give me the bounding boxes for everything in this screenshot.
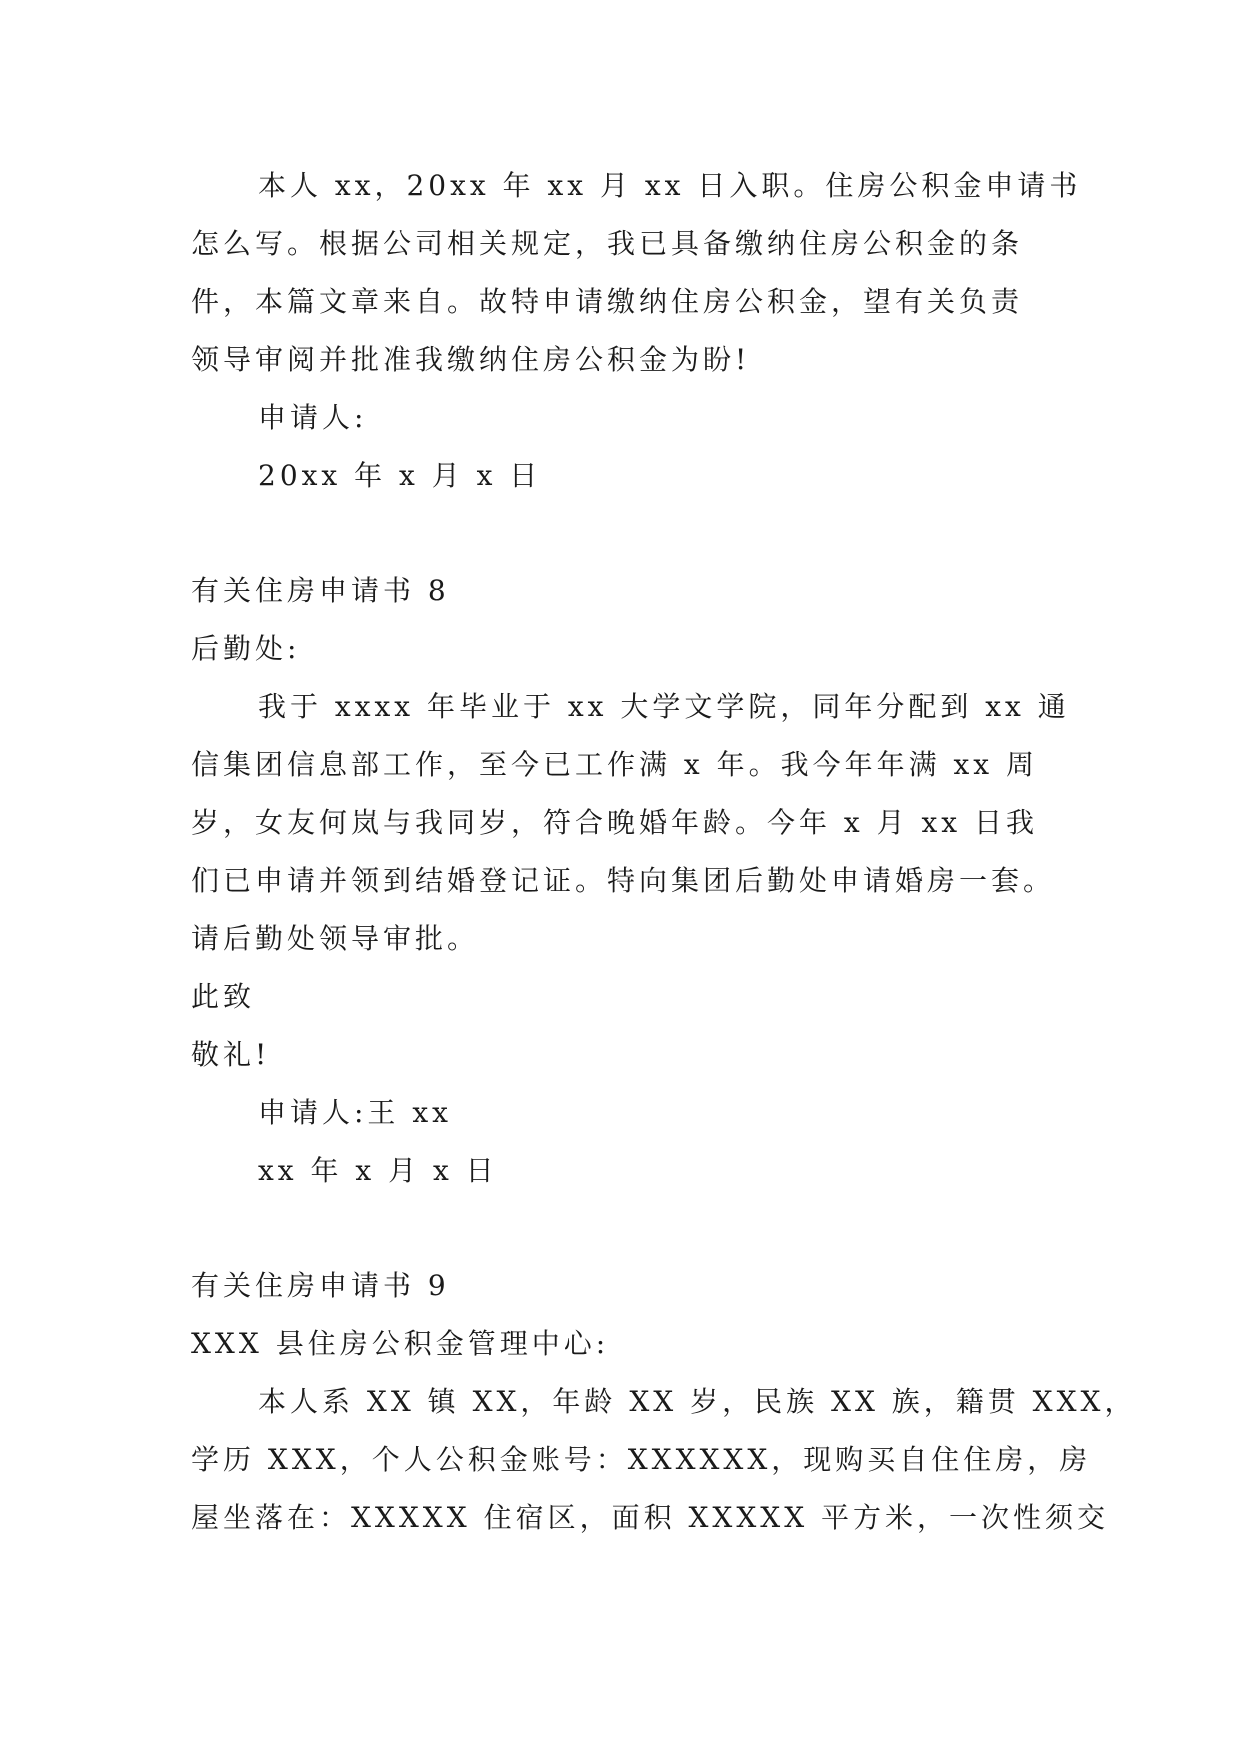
paragraph-line: 件，本篇文章来自。故特申请缴纳住房公积金，望有关负责 — [191, 285, 1024, 318]
date-line: xx 年 x 月 x 日 — [258, 1154, 498, 1187]
paragraph-line: 领导审阅并批准我缴纳住房公积金为盼! — [191, 343, 751, 376]
paragraph-line: 本人 xx，20xx 年 xx 月 xx 日入职。住房公积金申请书 — [258, 169, 1082, 202]
paragraph-line: 们已申请并领到结婚登记证。特向集团后勤处申请婚房一套。 — [191, 864, 1056, 897]
paragraph-line: 我于 xxxx 年毕业于 xx 大学文学院，同年分配到 xx 通 — [258, 690, 1070, 723]
applicant-line: 申请人:王 xx — [258, 1096, 452, 1129]
paragraph-line: 学历 XXX，个人公积金账号：XXXXXX，现购买自住住房，房 — [191, 1443, 1092, 1476]
closing-line: 此致 — [191, 980, 256, 1013]
date-line: 20xx 年 x 月 x 日 — [258, 459, 542, 492]
section-title: 有关住房申请书 9 — [191, 1269, 450, 1302]
paragraph-line: 怎么写。根据公司相关规定，我已具备缴纳住房公积金的条 — [191, 227, 1024, 260]
recipient-line: XXX 县住房公积金管理中心: — [191, 1327, 610, 1360]
paragraph-line: 信集团信息部工作，至今已工作满 x 年。我今年年满 xx 周 — [191, 748, 1038, 781]
paragraph-line: 岁，女友何岚与我同岁，符合晚婚年龄。今年 x 月 xx 日我 — [191, 806, 1038, 839]
paragraph-line: 本人系 XX 镇 XX，年龄 XX 岁，民族 XX 族，籍贯 XXX， — [258, 1385, 1137, 1418]
section-title: 有关住房申请书 8 — [191, 574, 450, 607]
paragraph-line: 请后勤处领导审批。 — [191, 922, 480, 955]
paragraph-line: 屋坐落在：XXXXX 住宿区，面积 XXXXX 平方米，一次性须交 — [191, 1501, 1110, 1534]
recipient-line: 后勤处: — [191, 632, 301, 665]
applicant-line: 申请人: — [258, 401, 368, 434]
closing-line: 敬礼! — [191, 1038, 271, 1071]
